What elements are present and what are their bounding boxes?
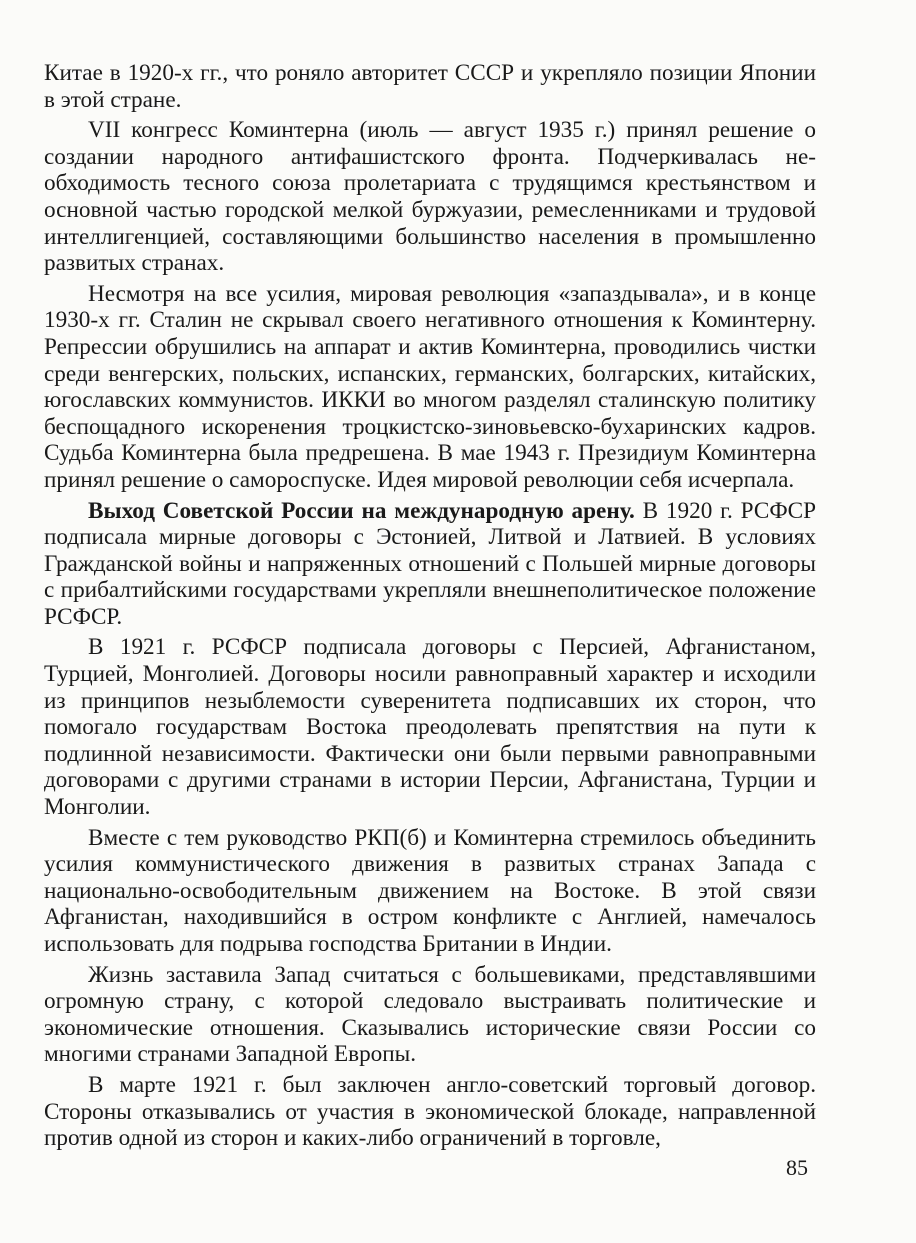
paragraph-5 xyxy=(44,634,816,820)
paragraph-7 xyxy=(44,962,816,1068)
section-heading: Выход Советской России на международную арену. xyxy=(88,497,635,524)
paragraph-6-text: Вместе с тем руководство РКП(б) и Коминтерна стремилось объединить усилия коммунистического движения в развитых странах Запада с национально-освободительным движением на Востоке. В этой связи Афганистан, находившийся в остром конфликте с Англией, намечалось использовать для подрыва господства Британии в Индии. xyxy=(44,824,816,957)
paragraph-7-text: Жизнь заставила Запад считаться с большевиками, представлявшими огромную страну, с которой следовало выстраивать политические и экономические отношения. Сказывались исторические связи России со многими странами Западной Европы. xyxy=(44,961,816,1068)
paragraph-6 xyxy=(44,825,816,958)
paragraph-1-text: Китае в 1920-х гг., что роняло авторитет СССР и укрепляло позиции Японии в этой стране. xyxy=(44,60,816,113)
paragraph-8-text: В марте 1921 г. был заключен англо-советский торговый договор. Стороны отказывались от участия в экономической блокаде, направленной против одной из сторон и каких-либо ограничений в торговле, xyxy=(44,1071,816,1152)
paragraph-3 xyxy=(44,281,816,494)
paragraph-2-text: VII конгресс Коминтерна (июль — август 1935 г.) принял решение о создании народного антифашистского фронта. Подчеркивалась необходимость тесного союза пролетариата с трудящимся крестьянством и основной частью городской мелкой буржуазии, ремесленниками и трудовой интеллигенцией, составляющими большинство населения в промышленно развитых странах. xyxy=(44,117,816,277)
paragraph-8 xyxy=(44,1072,816,1152)
paragraph-3-text: Несмотря на все усилия, мировая революция «запаздывала», и в конце 1930-х гг. Сталин не скрывал своего негативного отношения к Коминтерну. Репрессии обрушились на аппарат и актив Коминтерна, проводились чистки среди венгерских, польских, испанских, германских, болгарских, китайских, югославских коммунистов. ИККИ во многом разделял сталинскую политику беспощадного искоренения троцкистско-зиновьевско-бухаринских кадров. Судьба Коминтерна была предрешена. В мае 1943 г. Президиум Коминтерна принял решение о самороспуске. Идея мировой революции себя исчерпала. xyxy=(44,280,816,493)
paragraph-4 xyxy=(44,498,816,631)
paragraph-1 xyxy=(44,60,816,113)
body-text xyxy=(44,60,816,1156)
paragraph-4-text: В 1920 г. РСФСР подписала мирные договоры с Эстонией, Литвой и Латвией. В условиях Гражданской войны и напряженных отношений с Польшей мирные договоры с прибалтийскими государствами укрепляли внешнеполитическое положение РСФСР. xyxy=(44,497,817,630)
paragraph-2 xyxy=(44,117,816,277)
paragraph-5-text: В 1921 г. РСФСР подписала договоры с Персией, Афганистаном, Турцией, Монголией. Договоры носили равноправный характер и исходили из принципов незыблемости суверенитета подписавших их сторон, что помогало государствам Востока преодолевать препятствия на пути к подлинной независимости. Фактически они были первыми равноправными договорами с другими странами в истории Персии, Афганистана, Турции и Монголии. xyxy=(44,634,816,821)
page-number: 85 xyxy=(786,1155,808,1180)
